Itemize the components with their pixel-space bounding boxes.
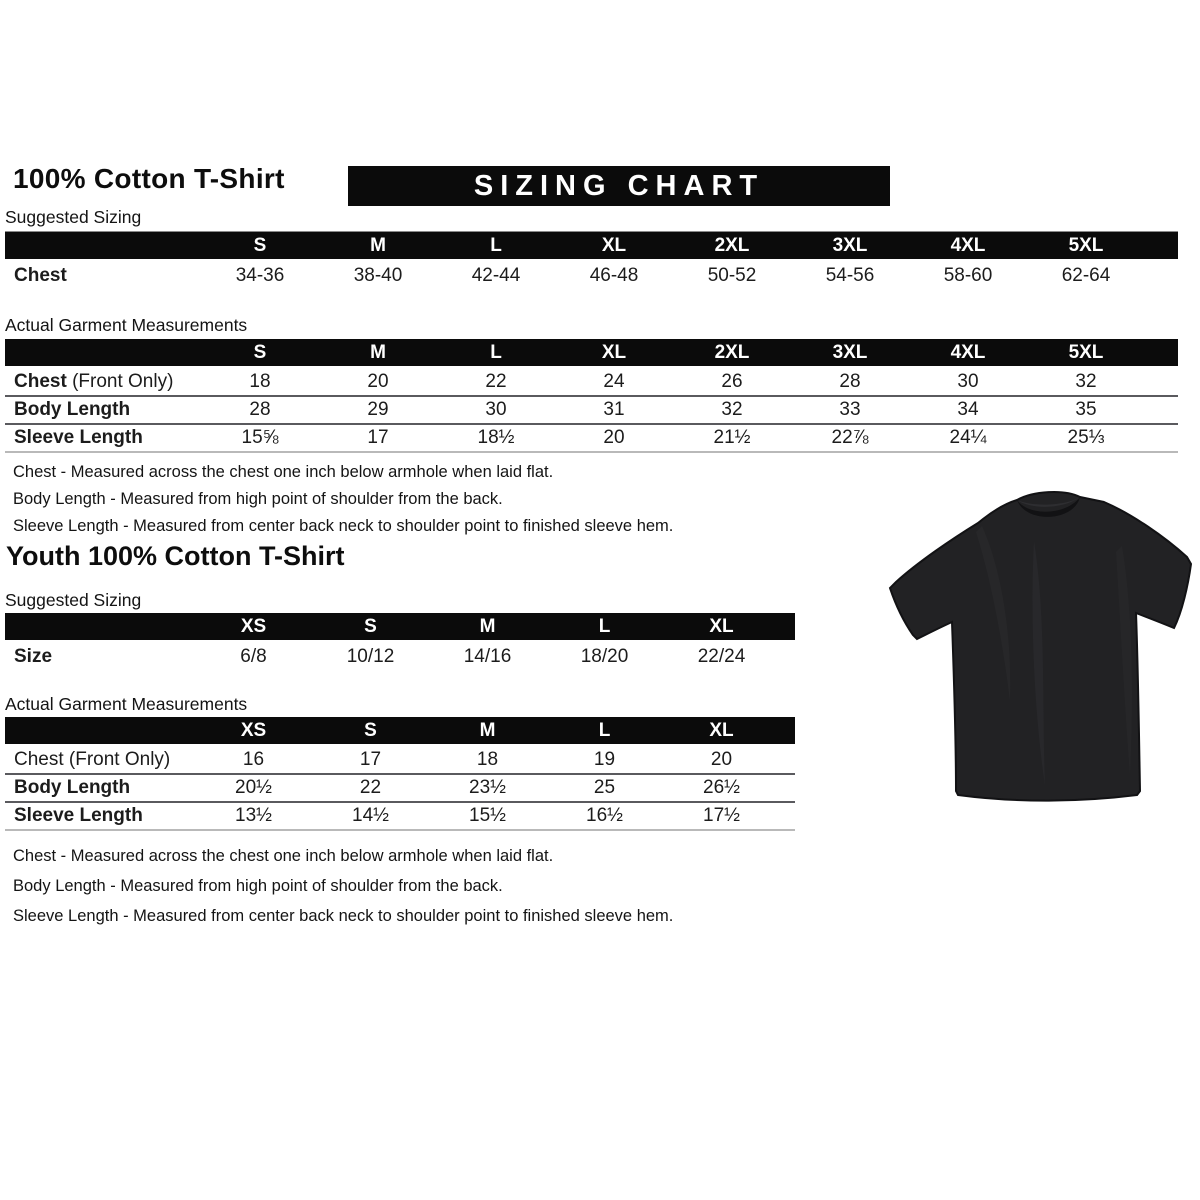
measurement-value: 22/24 [697,646,746,668]
row-label [5,368,201,396]
size-column-header: 2XL [673,339,791,368]
size-column-header: XL [555,339,673,368]
measurement-row [5,261,1178,291]
row-label [5,774,195,802]
row-label [5,746,195,774]
size-column-header: XS [195,717,312,746]
size-column-header: 5XL [1027,232,1145,261]
measurement-value: 26 [721,370,743,392]
size-column-header: 4XL [909,232,1027,261]
measurement-value: 33 [791,396,909,424]
measurement-value: 17 [319,424,437,452]
note-line: Body Length - Measured from high point of shoulder from the back. [13,490,503,508]
measurement-value: 16½ [546,802,663,830]
row-spacer-cell [1145,261,1178,291]
size-column-header: 2XL [673,232,791,261]
adult-suggested-sizing-label: Suggested Sizing [5,207,1178,233]
youth-suggested-sizing-label: Suggested Sizing [5,590,790,616]
measurement-value: 29 [319,396,437,424]
note-line: Body Length - Measured from high point of shoulder from the back. [13,877,503,895]
row-spacer-cell [1145,424,1178,452]
measurement-value: 25⅓ [1027,424,1145,452]
measurement-value: 19 [593,748,616,770]
header-spacer-cell [1145,339,1178,368]
sizing-chart-banner: SIZING CHART [348,166,890,206]
row-label-text: Body Length [14,776,131,798]
measurement-value: 15⅝ [201,424,319,452]
measurement-value: 28 [201,396,319,424]
size-column-header: S [312,613,429,642]
youth-measurements-table [5,717,795,831]
measurement-value: 32 [1075,370,1097,392]
measurement-value: 34-36 [235,265,285,287]
row-spacer-cell [780,802,795,830]
black-tshirt-icon [884,486,1200,804]
youth-suggested-sizing-table [5,613,795,672]
size-header-row [5,339,1178,368]
measurement-value: 14/16 [463,646,512,668]
measurement-value: 18 [249,370,271,392]
note-line: Chest - Measured across the chest one inch below armhole when laid flat. [13,463,554,481]
measurement-value: 14½ [312,802,429,830]
size-column-header: M [319,339,437,368]
size-column-header: 3XL [791,339,909,368]
header-label-cell [5,232,201,261]
measurement-row [5,746,795,774]
measurement-value: 21½ [673,424,791,452]
row-spacer-cell [1145,368,1178,396]
measurement-row [5,774,795,802]
header-label-cell [5,339,201,368]
measurement-value: 54-56 [825,265,875,287]
measurement-value: 18½ [437,424,555,452]
size-column-header: XS [195,613,312,642]
size-header-row [5,232,1178,261]
row-label [5,396,201,424]
header-label-cell [5,717,195,746]
measurement-value: 15½ [429,802,546,830]
size-column-header: 5XL [1027,339,1145,368]
tshirt-product-photo [884,486,1200,804]
row-label-text: Body Length [14,398,131,420]
note-line: Chest - Measured across the chest one inch below armhole when laid flat. [13,847,554,865]
size-column-header: M [429,717,546,746]
row-label-suffix: (Front Only) [66,370,174,392]
measurement-value: 18 [476,748,499,770]
size-column-header: L [437,232,555,261]
adult-measurement-notes [13,459,673,540]
youth-measurement-notes [13,841,673,931]
measurement-value: 20 [555,424,673,452]
adult-measurements-table [5,339,1178,453]
measurement-value: 50-52 [707,265,757,287]
measurement-value: 20 [367,370,389,392]
measurement-value: 35 [1027,396,1145,424]
measurement-value: 22 [312,774,429,802]
size-column-header: S [201,232,319,261]
row-label-text: Chest (Front Only) [14,748,171,770]
measurement-value: 17½ [663,802,780,830]
size-column-header: XL [555,232,673,261]
measurement-value: 34 [909,396,1027,424]
size-column-header: L [437,339,555,368]
size-column-header: M [319,232,437,261]
size-column-header: L [546,613,663,642]
row-spacer-cell [1145,396,1178,424]
size-column-header: M [429,613,546,642]
measurement-row [5,802,795,830]
size-header-row [5,613,795,642]
row-spacer-cell [780,774,795,802]
youth-section-title: Youth 100% Cotton T-Shirt [6,541,345,571]
youth-measurements-label: Actual Garment Measurements [5,694,790,720]
note-line: Sleeve Length - Measured from center back neck to shoulder point to finished sleeve hem. [13,517,674,535]
measurement-value: 30 [437,396,555,424]
measurement-value: 20 [710,748,733,770]
measurement-value: 26½ [663,774,780,802]
page-title: 100% Cotton T-Shirt [13,163,285,194]
measurement-row [5,424,1178,452]
note-line: Sleeve Length - Measured from center back neck to shoulder point to finished sleeve hem. [13,907,674,925]
row-label [5,424,201,452]
header-spacer-cell [1145,232,1178,261]
row-label-text: Sleeve Length [14,426,143,448]
measurement-value: 38-40 [353,265,403,287]
measurement-row [5,368,1178,396]
measurement-value: 31 [555,396,673,424]
measurement-value: 22 [485,370,507,392]
size-column-header: 4XL [909,339,1027,368]
size-header-row [5,717,795,746]
header-spacer-cell [780,717,795,746]
row-label [5,261,201,291]
row-label [5,642,195,672]
row-label-text: Size [14,646,53,668]
measurement-value: 23½ [429,774,546,802]
header-spacer-cell [780,613,795,642]
measurement-value: 24 [603,370,625,392]
measurement-value: 62-64 [1061,265,1111,287]
size-column-header: XL [663,613,780,642]
row-label [5,802,195,830]
measurement-value: 13½ [195,802,312,830]
adult-suggested-sizing-table [5,232,1178,291]
measurement-row [5,642,795,672]
size-column-header: S [201,339,319,368]
measurement-value: 20½ [195,774,312,802]
row-label-text: Chest [14,265,67,287]
size-column-header: XL [663,717,780,746]
header-label-cell [5,613,195,642]
measurement-row [5,396,1178,424]
measurement-value: 16 [242,748,265,770]
row-label-text: Chest [14,370,67,392]
measurement-value: 6/8 [240,646,267,668]
adult-measurements-label: Actual Garment Measurements [5,315,1178,341]
size-column-header: S [312,717,429,746]
measurement-value: 30 [957,370,979,392]
row-label-text: Sleeve Length [14,804,143,826]
size-column-header: 3XL [791,232,909,261]
measurement-value: 28 [839,370,861,392]
measurement-value: 42-44 [471,265,521,287]
size-column-header: L [546,717,663,746]
measurement-value: 58-60 [943,265,993,287]
measurement-value: 32 [673,396,791,424]
measurement-value: 22⅞ [791,424,909,452]
measurement-value: 25 [546,774,663,802]
measurement-value: 10/12 [346,646,395,668]
row-spacer-cell [780,746,795,774]
measurement-value: 17 [359,748,382,770]
measurement-value: 18/20 [580,646,629,668]
measurement-value: 24¼ [909,424,1027,452]
row-spacer-cell [780,642,795,672]
measurement-value: 46-48 [589,265,639,287]
